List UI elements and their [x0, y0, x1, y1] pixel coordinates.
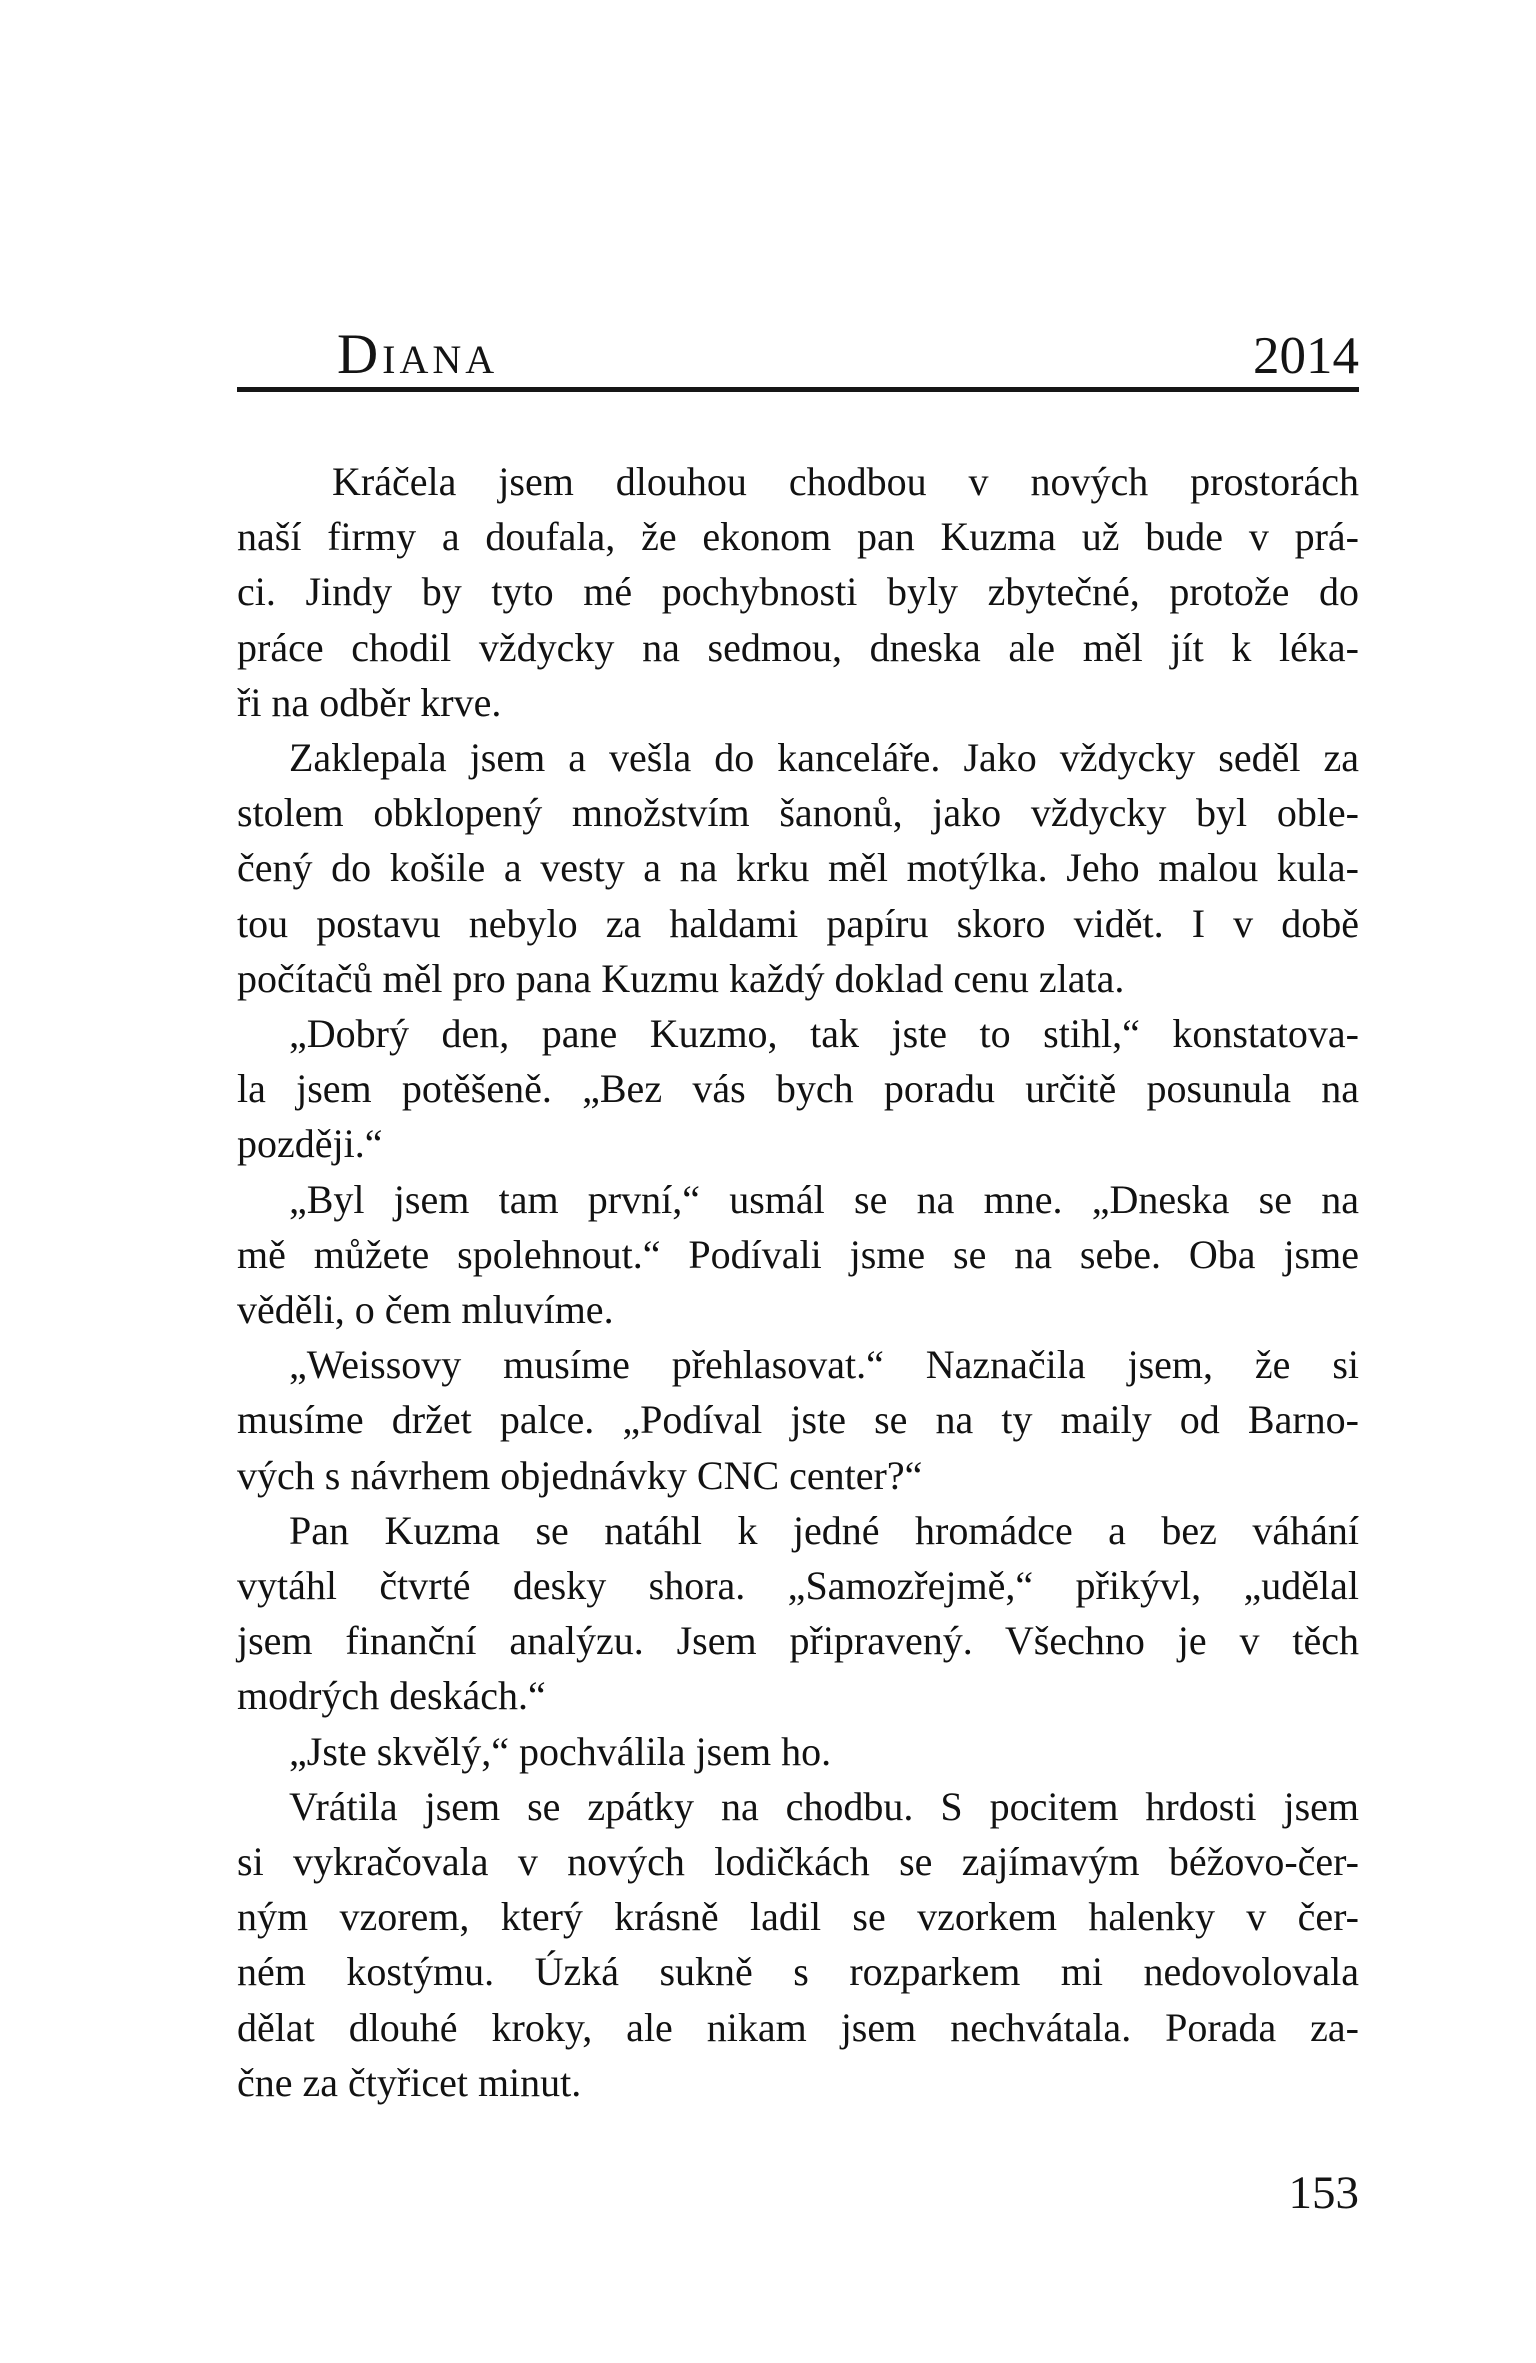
text-line: ném kostýmu. Úzká sukně s rozparkem mi nedovolovala: [237, 1949, 1359, 1995]
paragraph: [237, 1172, 1359, 1338]
page-body-text: [237, 454, 1359, 2110]
text-line: Pan Kuzma se natáhl k jedné hromádce a bez váhání: [289, 1507, 1359, 1553]
text-line: čne za čtyřicet minut.: [237, 2059, 582, 2105]
paragraph: [237, 1779, 1359, 2110]
text-line: mě můžete spolehnout.“ Podívali jsme se na sebe. Oba jsme: [237, 1231, 1359, 1277]
page-header: [237, 323, 1359, 386]
text-line: později.“: [237, 1121, 383, 1167]
paragraph: [237, 730, 1359, 1006]
running-header-year: 2014: [1253, 327, 1359, 385]
running-header-title: Diana: [337, 323, 499, 386]
paragraph: [237, 454, 1359, 730]
text-line: Zaklepala jsem a vešla do kanceláře. Jako vždycky seděl za: [289, 735, 1359, 781]
text-line: „Byl jsem tam první,“ usmál se na mne. „Dneska se na: [289, 1176, 1359, 1222]
text-line: la jsem potěšeně. „Bez vás bych poradu určitě posunula na: [237, 1066, 1359, 1112]
text-line: modrých deskách.“: [237, 1673, 546, 1719]
paragraph: [237, 1337, 1359, 1503]
text-line: věděli, o čem mluvíme.: [237, 1287, 614, 1333]
text-line: práce chodil vždycky na sedmou, dneska ale měl jít k léka-: [237, 624, 1359, 670]
text-line: tou postavu nebylo za haldami papíru skoro vidět. I v době: [237, 900, 1359, 946]
text-line: si vykračovala v nových lodičkách se zajímavým béžovo-čer-: [237, 1839, 1359, 1885]
paragraph: [237, 1503, 1359, 1724]
text-line: ři na odběr krve.: [237, 679, 502, 725]
text-line: ci. Jindy by tyto mé pochybnosti byly zbytečné, protože do: [237, 569, 1359, 615]
text-line: naší firmy a doufala, že ekonom pan Kuzma už bude v prá-: [237, 514, 1359, 560]
header-rule: [237, 387, 1359, 392]
text-line: jsem finanční analýzu. Jsem připravený. Všechno je v těch: [237, 1618, 1359, 1664]
text-line: „Jste skvělý,“ pochválila jsem ho.: [289, 1728, 832, 1774]
text-line: čený do košile a vesty a na krku měl motýlka. Jeho malou kula-: [237, 845, 1359, 891]
text-line: „Dobrý den, pane Kuzmo, tak jste to stihl,“ konstatova-: [289, 1011, 1359, 1057]
paragraph: [237, 1006, 1359, 1172]
text-line: Vrátila jsem se zpátky na chodbu. S pocitem hrdosti jsem: [289, 1783, 1359, 1829]
text-line: stolem obklopený množstvím šanonů, jako vždycky byl oble-: [237, 790, 1359, 836]
text-line: vytáhl čtvrté desky shora. „Samozřejmě,“ přikývl, „udělal: [237, 1563, 1359, 1609]
text-line: počítačů měl pro pana Kuzmu každý doklad cenu zlata.: [237, 955, 1125, 1001]
text-line: ným vzorem, který krásně ladil se vzorkem halenky v čer-: [237, 1894, 1359, 1940]
page-number: 153: [1288, 2167, 1359, 2219]
text-line: vých s návrhem objednávky CNC center?“: [237, 1452, 923, 1498]
text-line: „Weissovy musíme přehlasovat.“ Naznačila jsem, že si: [289, 1342, 1359, 1388]
text-line: dělat dlouhé kroky, ale nikam jsem nechvátala. Porada za-: [237, 2004, 1359, 2050]
text-line: musíme držet palce. „Podíval jste se na ty maily od Barno-: [237, 1397, 1359, 1443]
text-line: Kráčela jsem dlouhou chodbou v nových prostorách: [332, 459, 1359, 504]
paragraph: [237, 1724, 1359, 1779]
